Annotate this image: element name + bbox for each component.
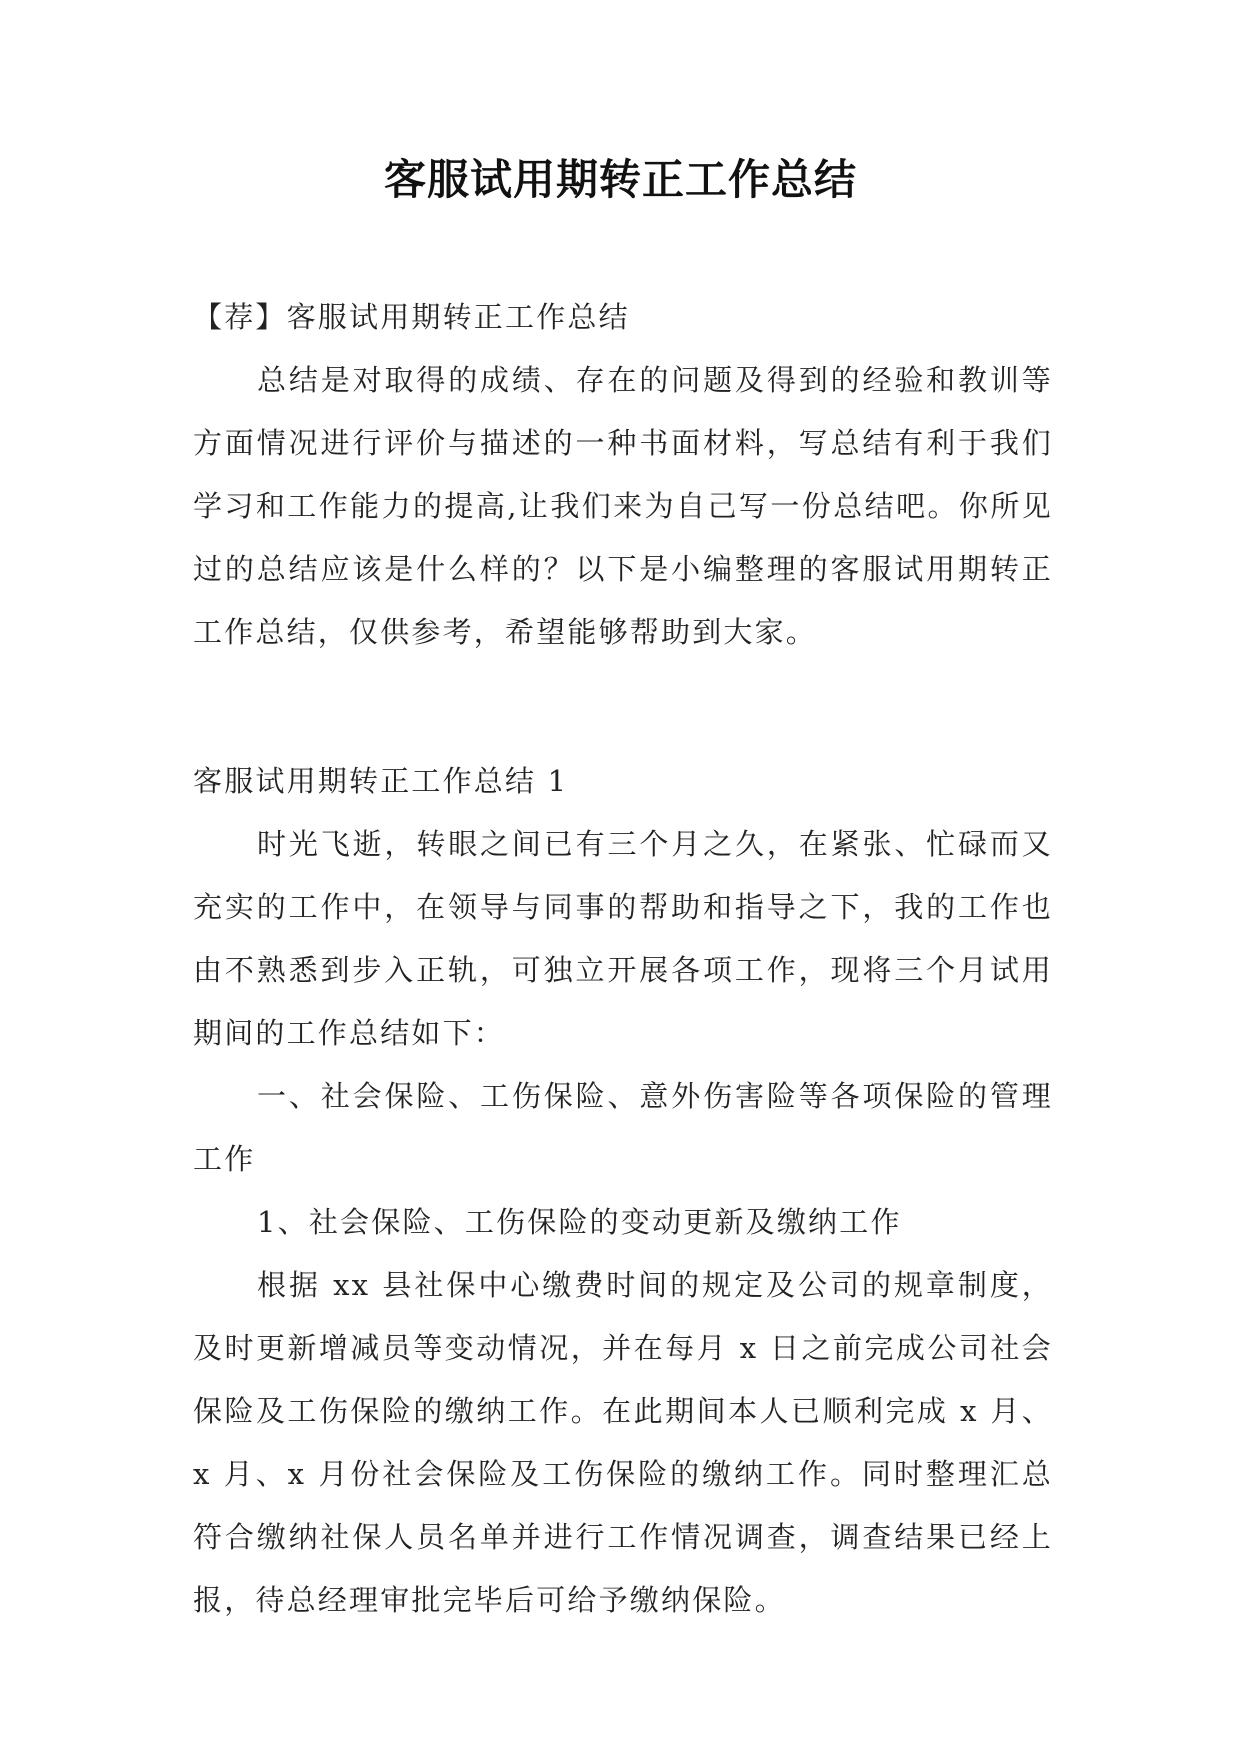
section-heading: 客服试用期转正工作总结 1 <box>193 764 569 798</box>
body-paragraph: 时光飞逝，转眼之间已有三个月之久，在紧张、忙碌而又充实的工作中，在领导与同事的帮助和指导之下，我的工作也由不熟悉到步入正轨，可独立开展各项工作，现将三个月试用期间的工作总结如下： <box>193 827 1053 1050</box>
intro-block <box>193 286 1053 664</box>
document-title: 客服试用期转正工作总结 <box>383 155 857 204</box>
body-paragraph: 一、社会保险、工伤保险、意外伤害险等各项保险的管理工作 <box>193 1079 1053 1176</box>
recommended-label: 【荐】客服试用期转正工作总结 <box>193 300 630 334</box>
body-paragraph: 1、社会保险、工伤保险的变动更新及缴纳工作 <box>257 1205 902 1239</box>
intro-paragraph: 总结是对取得的成绩、存在的问题及得到的经验和教训等方面情况进行评价与描述的一种书面材料，写总结有利于我们学习和工作能力的提高,让我们来为自己写一份总结吧。你所见过的总结应该是什么样的？以下是小编整理的客服试用期转正工作总结，仅供参考，希望能够帮助到大家。 <box>193 363 1053 649</box>
body-paragraph: 根据 xx 县社保中心缴费时间的规定及公司的规章制度，及时更新增减员等变动情况，并在每月 x 日之前完成公司社会保险及工伤保险的缴纳工作。在此期间本人已顺利完成 x 月、x 月、x 月份社会保险及工伤保险的缴纳工作。同时整理汇总符合缴纳社保人员名单并进行工作情况调查，调查结果已经上报，待总经理审批完毕后可给予缴纳保险。 <box>193 1268 1053 1617</box>
section-block <box>193 750 1053 1632</box>
